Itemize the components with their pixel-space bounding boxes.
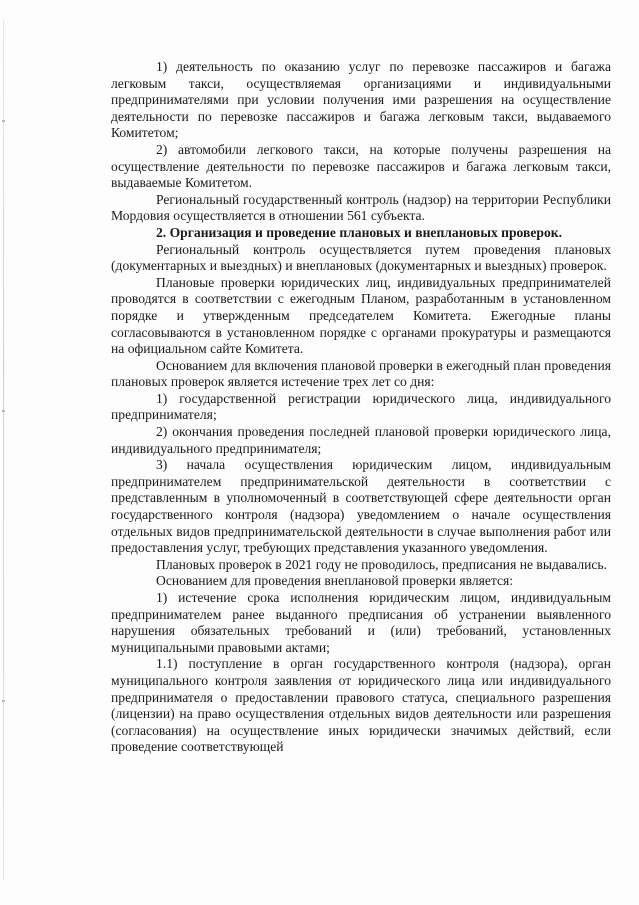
document-body xyxy=(111,59,611,756)
paragraph-activity-taxi-services: 1) деятельность по оказанию услуг по перевозке пассажиров и багажа легковым такси, осуществляемая организациями и индивидуальными предпринимателями при условии получения ими разрешения на осуществление деятельности по перевозке пассажиров и багажа легковым такси, выдаваемого Комитетом; xyxy=(111,59,611,141)
paragraph-taxi-cars: 2) автомобили легкового такси, на которые получены разрешения на осуществление деятельности по перевозке пассажиров и багажа легковым такси, выдаваемые Комитетом. xyxy=(111,141,611,191)
list-item-order-expiry: 1) истечение срока исполнения юридическим лицом, индивидуальным предпринимателем ранее выданного предписания об устранении выявленного нарушения обязательных требований и (или) требований, установленных муниципальными правовыми актами; xyxy=(111,590,611,655)
paragraph-unplanned-basis: Основанием для проведения внеплановой проверки является: xyxy=(156,573,514,589)
scan-edge-tick xyxy=(2,120,5,122)
list-item-registration: 1) государственной регистрации юридического лица, индивидуального предпринимателя; xyxy=(111,390,611,423)
scan-edge-tick xyxy=(2,700,5,702)
scan-edge-line xyxy=(3,20,4,880)
paragraph-2021-status: Плановых проверок в 2021 году не проводилось, предписания не выдавались. xyxy=(156,556,608,572)
paragraph-subjects-count: Региональный государственный контроль (надзор) на территории Республики Мордовия осуществляется в отношении 561 субъекта. xyxy=(111,191,611,224)
paragraph-control-method: Региональный контроль осуществляется путем проведения плановых (документарных и выездных) и внеплановых (документарных и выездных) проверок. xyxy=(111,241,611,274)
list-item-business-start: 3) начала осуществления юридическим лицом, индивидуальным предпринимателем предпринимательской деятельности в соответствии с представленным в уполномоченный в соответствующей сфере деятельности орган государственного контроля (надзора) уведомлением о начале осуществления отдельных видов предпринимательской деятельности в случае выполнения работ или предоставления услуг, требующих представления указанного уведомления. xyxy=(111,457,611,556)
paragraph-planned-inspections: Плановые проверки юридических лиц, индивидуальных предпринимателей проводятся в соответствии с ежегодным Планом, разработанным в установленном порядке и утвержденным председателем Комитета. Ежегодные планы согласовываются в установленном порядке с органами прокуратуры и размещаются на официальном сайте Комитета. xyxy=(111,274,611,357)
list-item-last-inspection: 2) окончания проведения последней плановой проверки юридического лица, индивидуального предпринимателя; xyxy=(111,424,611,456)
section-heading: 2. Организация и проведение плановых и внеплановых проверок. xyxy=(156,224,562,240)
list-item-application: 1.1) поступление в орган государственного контроля (надзора), орган муниципального контроля заявления от юридического лица или индивидуального предпринимателя о предоставлении правового статуса, специального разрешения (лицензии) на право осуществления отдельных видов деятельности или разрешения (согласования) на осуществление иных юридически значимых действий, если проведение соответствующей xyxy=(111,656,611,755)
scan-edge-tick xyxy=(2,410,5,412)
paragraph-plan-basis: Основанием для включения плановой проверки в ежегодный план проведения плановых проверок является истечение трех лет со дня: xyxy=(111,357,611,390)
